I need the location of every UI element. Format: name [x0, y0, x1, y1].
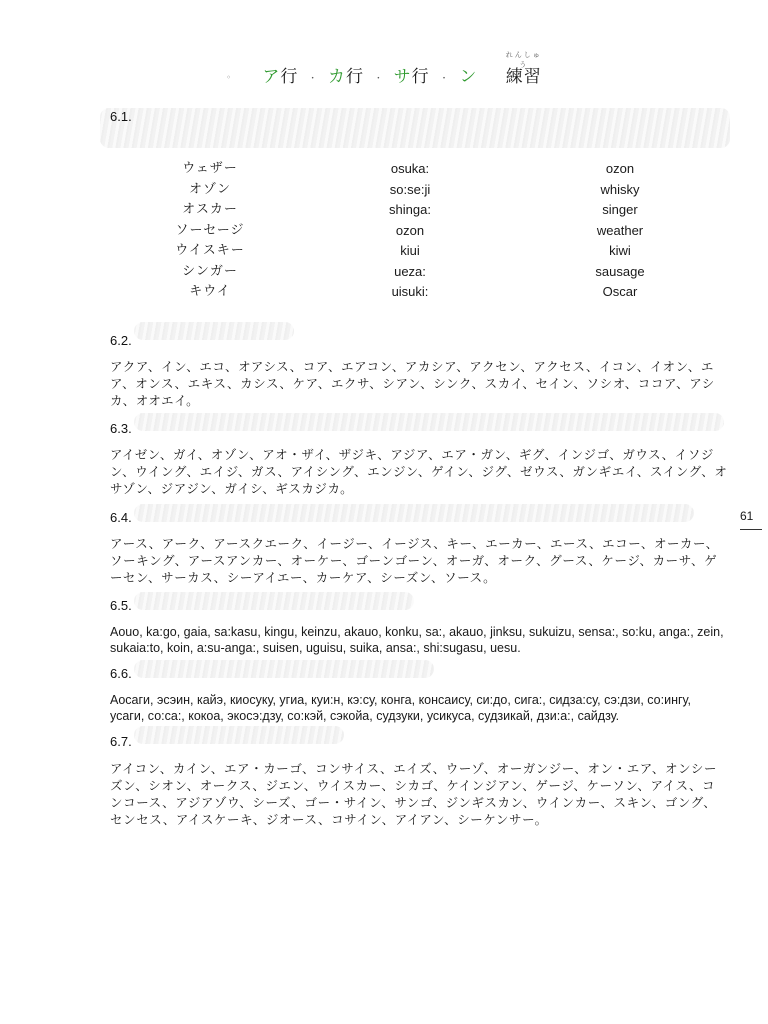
english-word: kiwi	[609, 243, 631, 258]
katakana-word: ウェザー	[182, 161, 238, 176]
section-heading-6-4: 6.4.	[110, 510, 132, 525]
erased-instruction	[134, 413, 724, 431]
page-number: 61	[740, 509, 762, 530]
title-bullet: ◦	[226, 73, 232, 82]
title-separator: ·	[442, 71, 447, 85]
exercise-text-6-3: アイゼン、ガイ、オゾン、アオ・ザイ、ザジキ、アジア、エア・ガン、ギグ、インジゴ、ガウス、イソジン、ウイング、エイジ、ガス、アイシング、エンジン、ゲイン、ジグ、ゼウス、ガンギエイ、スイング、オサゾン、ジアジン、ガイシ、ギスカジカ。	[110, 447, 728, 496]
title-kana-sa: サ	[393, 67, 412, 87]
title-kanji-gyo-2: 行	[346, 67, 365, 87]
erased-instruction	[134, 726, 344, 744]
section-heading-6-6: 6.6.	[110, 666, 132, 681]
exercise-text-6-6: Аосаги, эсэин, кайэ, киосуку, угиа, куи:н, кэ:су, конга, консаису, си:до, сига:, сидза:су, сэ:дзи, со:ингу, усаги, со:са:, кокоа, экосэ:дзу, со:кэй, сэкойа, судзуки, усикуса, судзикай, дзи:а:, сайдзу.	[110, 693, 691, 723]
english-word: ozon	[605, 161, 635, 176]
katakana-word: ウイスキー	[175, 243, 245, 258]
romaji-word: uisuki:	[391, 284, 429, 299]
erased-instruction	[134, 660, 434, 678]
english-word: Oscar	[602, 284, 638, 299]
section-heading-6-7: 6.7.	[110, 734, 132, 749]
romaji-word: kiui	[400, 243, 420, 258]
page-title	[0, 51, 768, 87]
title-kanji-gyo-3: 行	[411, 67, 430, 87]
section-heading-6-3: 6.3.	[110, 421, 132, 436]
title-kana-n: ン	[459, 67, 478, 87]
erased-instruction	[134, 504, 694, 522]
exercise-text-6-2: アクア、イン、エコ、オアシス、コア、エアコン、アカシア、アクセン、アクセス、イコン、イオン、エア、オンス、エキス、カシス、ケア、エクサ、シアン、シンク、スカイ、セイン、ソシオ、ココア、アシカ、オオエイ。	[110, 359, 715, 408]
english-word: singer	[602, 202, 638, 217]
katakana-word: ソーセージ	[175, 222, 245, 238]
katakana-word: キウイ	[189, 284, 231, 299]
english-word: sausage	[595, 263, 645, 279]
romaji-word: osuka:	[390, 161, 430, 176]
title-kana-a: ア	[262, 67, 281, 87]
title-main-text: 練習	[505, 67, 542, 87]
exercise-text-6-5: Aouo, ka:go, gaia, sa:kasu, kingu, keinzu, akauo, konku, sa:, akauo, jinksu, sukuizu, sensa:, so:ku, anga:, zein, sukaia:to, koin, a:su-anga:, suisen, uguisu, suika, ansa:, shi:sugasu, uesu.	[110, 625, 724, 655]
section-heading-6-2: 6.2.	[110, 333, 132, 348]
title-main	[505, 51, 542, 87]
section-heading-6-1: 6.1.	[110, 109, 132, 124]
erased-instruction	[100, 108, 730, 148]
romaji-word: ueza:	[394, 263, 426, 279]
romaji-word: shinga:	[389, 202, 431, 217]
english-word: weather	[596, 222, 644, 238]
katakana-word: オスカー	[182, 202, 238, 217]
title-separator: ·	[376, 71, 382, 85]
romaji-word: ozon	[395, 222, 425, 238]
section-heading-6-5: 6.5.	[110, 598, 132, 613]
katakana-word: オゾン	[188, 181, 231, 197]
english-word: whisky	[600, 181, 640, 197]
exercise-text-6-7: アイコン、カイン、エア・カーゴ、コンサイス、エイズ、ウーゾ、オーガンジー、オン・エア、オンシーズン、シオン、オークス、ジエン、ウイスカー、シカゴ、ケインジアン、ゲージ、ケーソン、アイス、コンコース、アジアゾウ、シーズ、ゴー・サイン、サンゴ、ジンギスカン、ウインカー、スキン、ゴング、センセス、アイスケーキ、ジオース、コサイン、アイアン、シーケンサー。	[110, 761, 718, 827]
matching-table	[110, 160, 730, 301]
erased-instruction	[134, 592, 414, 610]
katakana-word: シンガー	[182, 263, 238, 279]
title-kanji-gyo-1: 行	[280, 67, 299, 87]
erased-instruction	[134, 322, 294, 340]
title-separator: ·	[310, 71, 316, 85]
title-kana-ka: カ	[328, 67, 347, 87]
exercise-text-6-4: アース、アーク、アースクエーク、イージー、イージス、キー、エーカー、エース、エコー、オーカー、ソーキング、アースアンカー、オーケー、ゴーンゴーン、オーガ、オーク、グース、ケージ、カーサ、ゲーセン、サーカス、シーアイエー、カーケア、シーズン、ソース。	[110, 536, 719, 585]
romaji-word: so:se:ji	[389, 181, 431, 197]
title-ruby: れんしゅう	[505, 51, 542, 69]
